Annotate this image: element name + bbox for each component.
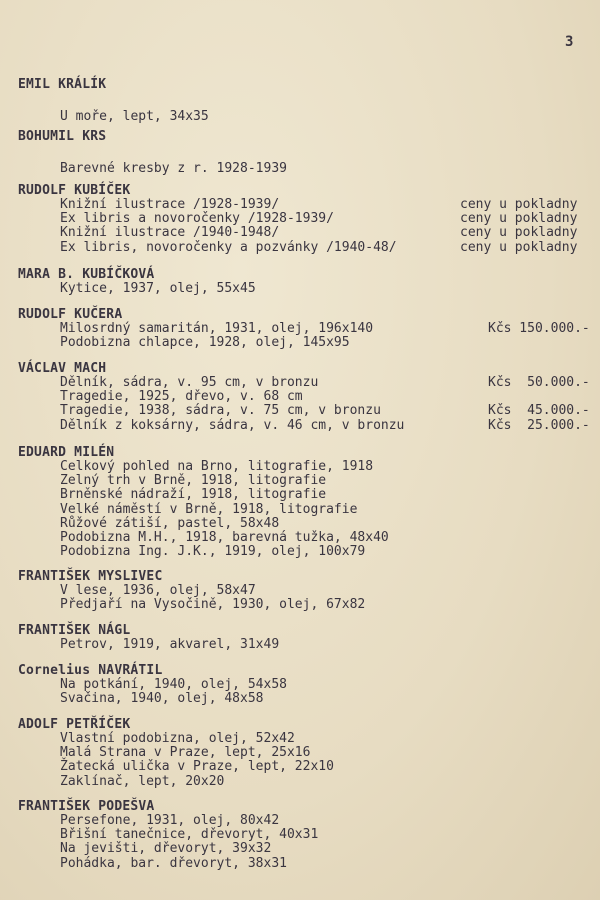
artist-name: RUDOLF KUČERA [18,307,123,322]
work-row [18,732,598,746]
work-price: Kčs 45.000.- [488,403,590,419]
artist-entry [18,130,598,176]
work-row [18,760,598,774]
work-title: Petrov, 1919, akvarel, 31x49 [60,637,280,652]
work-title: Ex libris, novoročenky a pozvánky /1940-48/ [60,239,397,255]
work-title: Barevné kresby z r. 1928-1939 [60,161,287,176]
artist-entry [18,184,598,255]
artist-name: FRANTIŠEK PODEŠVA [18,799,155,814]
page-number: 3 [565,34,574,50]
work-row [18,226,598,240]
work-title: Na potkání, 1940, olej, 54x58 [60,677,287,692]
work-row [18,598,598,612]
artist-entry [18,718,598,789]
artist-name: MARA B. KUBÍČKOVÁ [18,267,155,282]
work-title: Celkový pohled na Brno, litografie, 1918 [60,459,374,474]
work-row [18,488,598,502]
work-title: Zaklínač, lept, 20x20 [60,773,225,789]
artist-name: ADOLF PETŘÍČEK [18,717,131,732]
work-row [18,517,598,531]
work-title: Tragedie, 1925, dřevo, v. 68 cm [60,389,303,405]
work-title: Dělník, sádra, v. 95 cm, v bronzu [60,375,319,390]
work-price: ceny u pokladny [460,225,578,241]
work-price: ceny u pokladny [460,239,578,255]
artist-entry [18,362,598,433]
work-price: Kčs 150.000.- [488,321,590,336]
work-title: Předjaří na Vysočině, 1930, olej, 67x82 [60,597,366,613]
work-row [18,474,598,488]
work-row [18,282,598,296]
work-row [18,110,598,124]
work-title: V lese, 1936, olej, 58x47 [60,583,256,598]
work-row [18,336,598,350]
work-row [18,198,598,212]
work-price: Kčs 50.000.- [488,375,590,390]
artist-name: BOHUMIL KRS [18,129,107,144]
work-title: Milosrdný samaritán, 1931, olej, 196x140 [60,321,374,336]
work-row [18,584,598,598]
artist-name: FRANTIŠEK MYSLIVEC [18,569,163,584]
artist-name: FRANTIŠEK NÁGL [18,623,131,638]
artist-entry [18,664,598,706]
work-title: Ex libris a novoročenky /1928-1939/ [60,211,334,227]
work-row [18,404,598,418]
work-title: Zelný trh v Brně, 1918, litografie [60,473,327,489]
artist-entry [18,308,598,350]
artist-entry [18,446,598,559]
work-row [18,241,598,255]
artist-entry [18,268,598,296]
work-title: Malá Strana v Praze, lept, 25x16 [60,745,311,761]
work-row [18,692,598,706]
work-title: Žatecká ulička v Praze, lept, 22x10 [60,759,334,775]
work-title: Vlastní podobizna, olej, 52x42 [60,731,295,746]
work-row [18,390,598,404]
work-row [18,814,598,828]
artist-entry [18,800,598,871]
work-row [18,376,598,390]
artist-entry [18,624,598,652]
work-row [18,460,598,474]
artist-entry [18,78,598,124]
work-title: U moře, lept, 34x35 [60,109,209,124]
work-title: Velké náměstí v Brně, 1918, litografie [60,501,358,517]
work-row [18,857,598,871]
work-row [18,678,598,692]
work-title: Podobizna M.H., 1918, barevná tužka, 48x40 [60,529,389,545]
work-title: Na jevišti, dřevoryt, 39x32 [60,841,272,857]
work-price: Kčs 25.000.- [488,417,590,433]
artist-name: EDUARD MILÉN [18,445,115,460]
work-row [18,545,598,559]
work-title: Podobizna Ing. J.K., 1919, olej, 100x79 [60,544,366,560]
work-row [18,212,598,226]
work-row [18,828,598,842]
work-row [18,531,598,545]
artist-entry [18,570,598,612]
work-title: Podobizna chlapce, 1928, olej, 145x95 [60,335,350,351]
work-row [18,503,598,517]
work-price: ceny u pokladny [460,197,578,212]
work-title: Kytice, 1937, olej, 55x45 [60,281,256,296]
work-title: Persefone, 1931, olej, 80x42 [60,813,280,828]
work-row [18,162,598,176]
work-row [18,419,598,433]
work-title: Svačina, 1940, olej, 48x58 [60,691,264,707]
work-price: ceny u pokladny [460,211,578,227]
artist-name: VÁCLAV MACH [18,361,107,376]
artist-name: Cornelius NAVRÁTIL [18,663,163,678]
artist-name: EMIL KRÁLÍK [18,77,107,92]
work-title: Pohádka, bar. dřevoryt, 38x31 [60,855,287,871]
work-row [18,842,598,856]
work-row [18,322,598,336]
work-title: Knižní ilustrace /1940-1948/ [60,225,280,241]
work-row [18,638,598,652]
work-title: Brněnské nádraží, 1918, litografie [60,487,327,503]
work-title: Tragedie, 1938, sádra, v. 75 cm, v bronzu [60,403,381,419]
work-title: Růžové zátiší, pastel, 58x48 [60,515,280,531]
work-title: Břišní tanečnice, dřevoryt, 40x31 [60,827,319,843]
artist-name: RUDOLF KUBÍČEK [18,183,131,198]
work-title: Dělník z koksárny, sádra, v. 46 cm, v bronzu [60,417,405,433]
work-title: Knižní ilustrace /1928-1939/ [60,197,280,212]
work-row [18,775,598,789]
